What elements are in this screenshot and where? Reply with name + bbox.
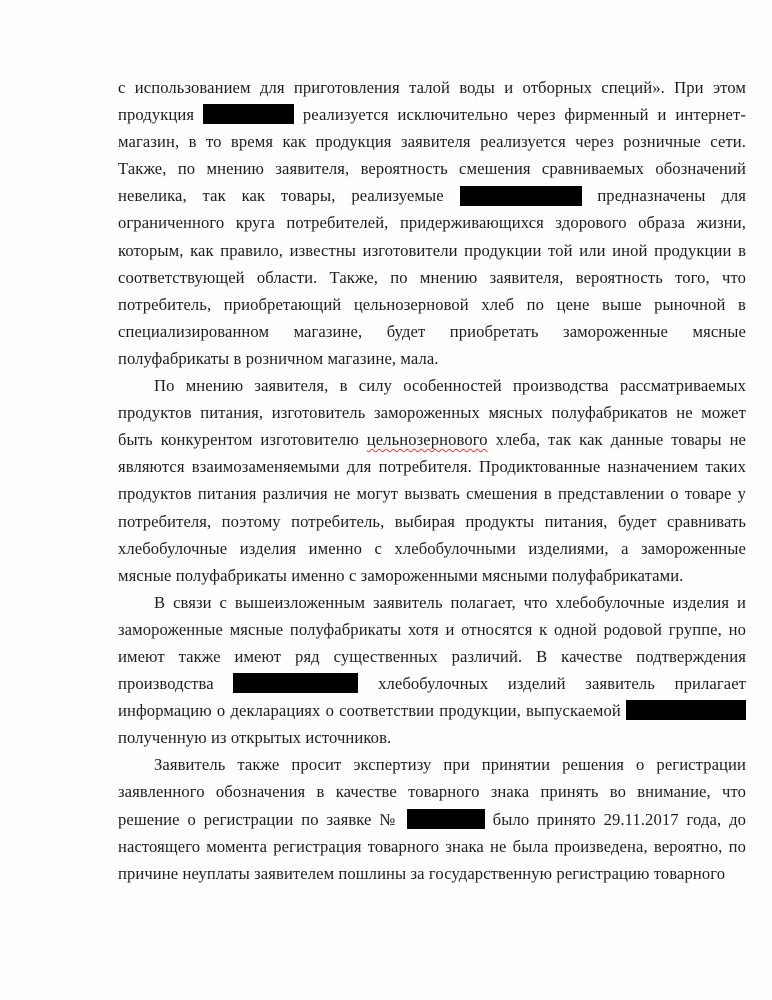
- paragraph: [118, 589, 746, 752]
- text-segment: с использованием для приготовления талой воды и отборных специй». При этом продукция: [118, 78, 746, 125]
- redaction-bar: [460, 186, 582, 206]
- text-segment: предназначены для ограниченного круга потребителей, придерживающихся здорового образа жизни, которым, как правило, известны изготовители продукции той или иной продукции в соответствующей области. Также, по мнению заявителя, вероятность того, что потребитель, приобретающий цельнозерновой хлеб по цене выше рыночной в специализированном магазине, будет приобретать замороженные мясные полуфабрикаты в розничном магазине, мала.: [118, 186, 746, 368]
- text-segment: хлеба, так как данные товары не являются взаимозаменяемыми для потребителя. Продиктованные назначением таких продуктов питания различия не могут вызвать смешения в представлении о товаре у потребителя, поэтому потребитель, выбирая продукты питания, будет сравнивать хлебобулочные изделия именно с хлебобулочными изделиями, а замороженные мясные полуфабрикаты именно с замороженными мясными полуфабрикатами.: [118, 430, 747, 585]
- text-segment: В связи с вышеизложенным заявитель полагает, что хлебобулочные изделия и замороженные мясные полуфабрикаты хотя и относятся к одной родовой группе, но имеют также имеют ряд существенных различий. В качестве подтверждения производства: [118, 592, 746, 694]
- paragraph: [118, 751, 746, 886]
- redaction-bar: [203, 104, 294, 124]
- text-segment: хлебобулочных изделий заявитель прилагает информацию о декларациях о соответствии продукции, выпускаемой: [118, 674, 747, 721]
- redaction-bar: [626, 700, 746, 720]
- text-segment: Заявитель также просит экспертизу при принятии решения о регистрации заявленного обозначения в качестве товарного знака принять во внимание, что решение о регистрации по заявке №: [118, 755, 746, 829]
- redaction-bar: [407, 809, 485, 829]
- paragraph: [118, 372, 746, 589]
- text-column: [118, 74, 746, 887]
- text-segment: реализуется исключительно через фирменный и интернет-магазин, в то время как продукция заявителя реализуется через розничные сети. Также, по мнению заявителя, вероятность смешения сравниваемых обозначений невелика, так как товары, реализуемые: [118, 105, 746, 206]
- text-segment: было принято 29.11.2017 года, до настоящего момента регистрация товарного знака не была произведена, вероятно, по причине неуплаты заявителем пошлины за государственную регистрацию товарного: [118, 809, 747, 883]
- text-segment: полученную из открытых источников.: [118, 728, 392, 748]
- paragraph: [118, 74, 746, 372]
- redaction-bar: [233, 673, 358, 693]
- text-segment: По мнению заявителя, в силу особенностей производства рассматриваемых продуктов питания, изготовитель замороженных мясных полуфабрикатов не может быть конкурентом изготовителю: [118, 376, 746, 450]
- misspelled-word: цельнозернового: [366, 430, 488, 450]
